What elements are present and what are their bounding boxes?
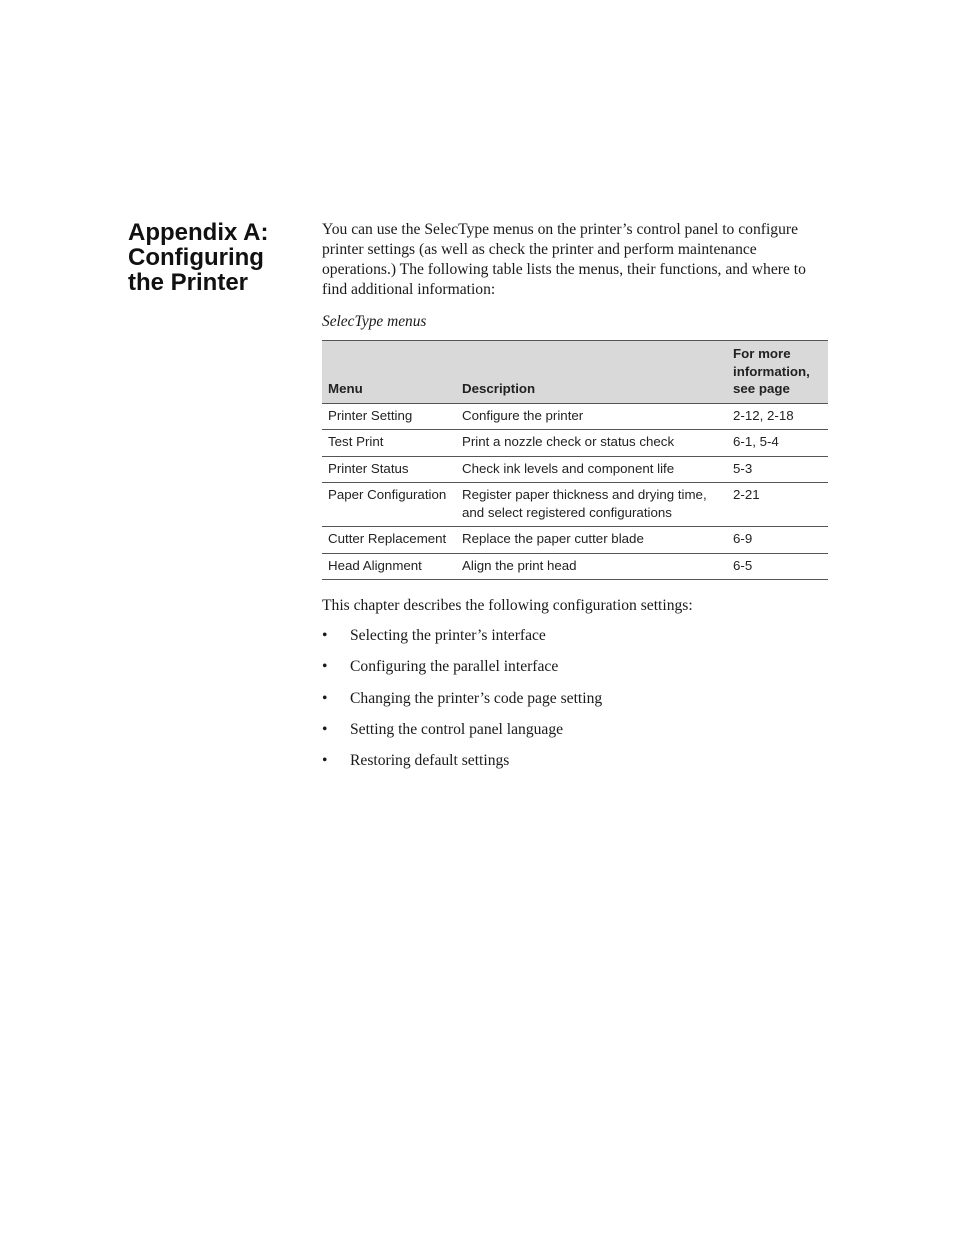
cell-description: Print a nozzle check or status check bbox=[456, 430, 727, 457]
table-row bbox=[322, 456, 828, 483]
list-item-text: Setting the control panel language bbox=[350, 720, 564, 738]
list-item-text: Selecting the printer’s interface bbox=[350, 627, 546, 644]
list-item-text: Configuring the parallel interface bbox=[350, 658, 559, 676]
bullet-icon: • bbox=[322, 752, 328, 770]
title-line: Appendix A: bbox=[128, 219, 269, 246]
bullet-icon: • bbox=[322, 720, 328, 738]
page-title bbox=[128, 220, 308, 295]
table-header-row bbox=[322, 341, 828, 404]
cell-description: Configure the printer bbox=[456, 403, 727, 430]
list-item-text: Restoring default settings bbox=[350, 752, 510, 770]
cell-page: 2-12, 2-18 bbox=[727, 403, 828, 430]
list-item-text: Changing the printer’s code page setting bbox=[350, 689, 603, 707]
title-line: the Printer bbox=[128, 269, 249, 296]
cell-description: Register paper thickness and drying time, and select registered configurations bbox=[456, 483, 727, 527]
column-header-menu: Menu bbox=[322, 341, 456, 404]
cell-menu: Paper Configuration bbox=[322, 483, 456, 527]
title-line: Configuring bbox=[128, 244, 264, 271]
cell-description: Replace the paper cutter blade bbox=[456, 527, 727, 554]
cell-page: 6-1, 5-4 bbox=[727, 430, 828, 457]
list-item bbox=[322, 751, 830, 771]
table-row bbox=[322, 483, 828, 527]
cell-description: Check ink levels and component life bbox=[456, 456, 727, 483]
list-item bbox=[322, 689, 830, 709]
table-row bbox=[322, 430, 828, 457]
bullet-icon: • bbox=[322, 627, 328, 644]
settings-list bbox=[322, 626, 830, 771]
table-row bbox=[322, 527, 828, 554]
cell-menu: Test Print bbox=[322, 430, 456, 457]
selectype-menus-table bbox=[322, 340, 828, 580]
cell-page: 2-21 bbox=[727, 483, 828, 527]
table-row bbox=[322, 553, 828, 580]
list-item bbox=[322, 657, 830, 677]
column-header-description: Description bbox=[456, 341, 727, 404]
cell-menu: Printer Status bbox=[322, 456, 456, 483]
bullet-icon: • bbox=[322, 658, 328, 676]
table-caption: SelecType menus bbox=[322, 313, 427, 330]
cell-menu: Printer Setting bbox=[322, 403, 456, 430]
cell-page: 6-5 bbox=[727, 553, 828, 580]
content-column bbox=[322, 220, 830, 782]
bullet-icon: • bbox=[322, 689, 328, 707]
cell-menu: Head Alignment bbox=[322, 553, 456, 580]
table-row bbox=[322, 403, 828, 430]
cell-menu: Cutter Replacement bbox=[322, 527, 456, 554]
cell-page: 5-3 bbox=[727, 456, 828, 483]
settings-lead-paragraph: This chapter describes the following configuration settings: bbox=[322, 597, 693, 614]
column-header-page: For more information, see page bbox=[727, 341, 828, 404]
list-item bbox=[322, 626, 830, 646]
list-item bbox=[322, 720, 830, 740]
cell-page: 6-9 bbox=[727, 527, 828, 554]
cell-description: Align the print head bbox=[456, 553, 727, 580]
intro-paragraph: You can use the SelecType menus on the printer’s control panel to configure printer settings (as well as check the printer and perform maintenance operations.) The following table lists the menus, their functions, and where to find additional information: bbox=[322, 221, 806, 298]
